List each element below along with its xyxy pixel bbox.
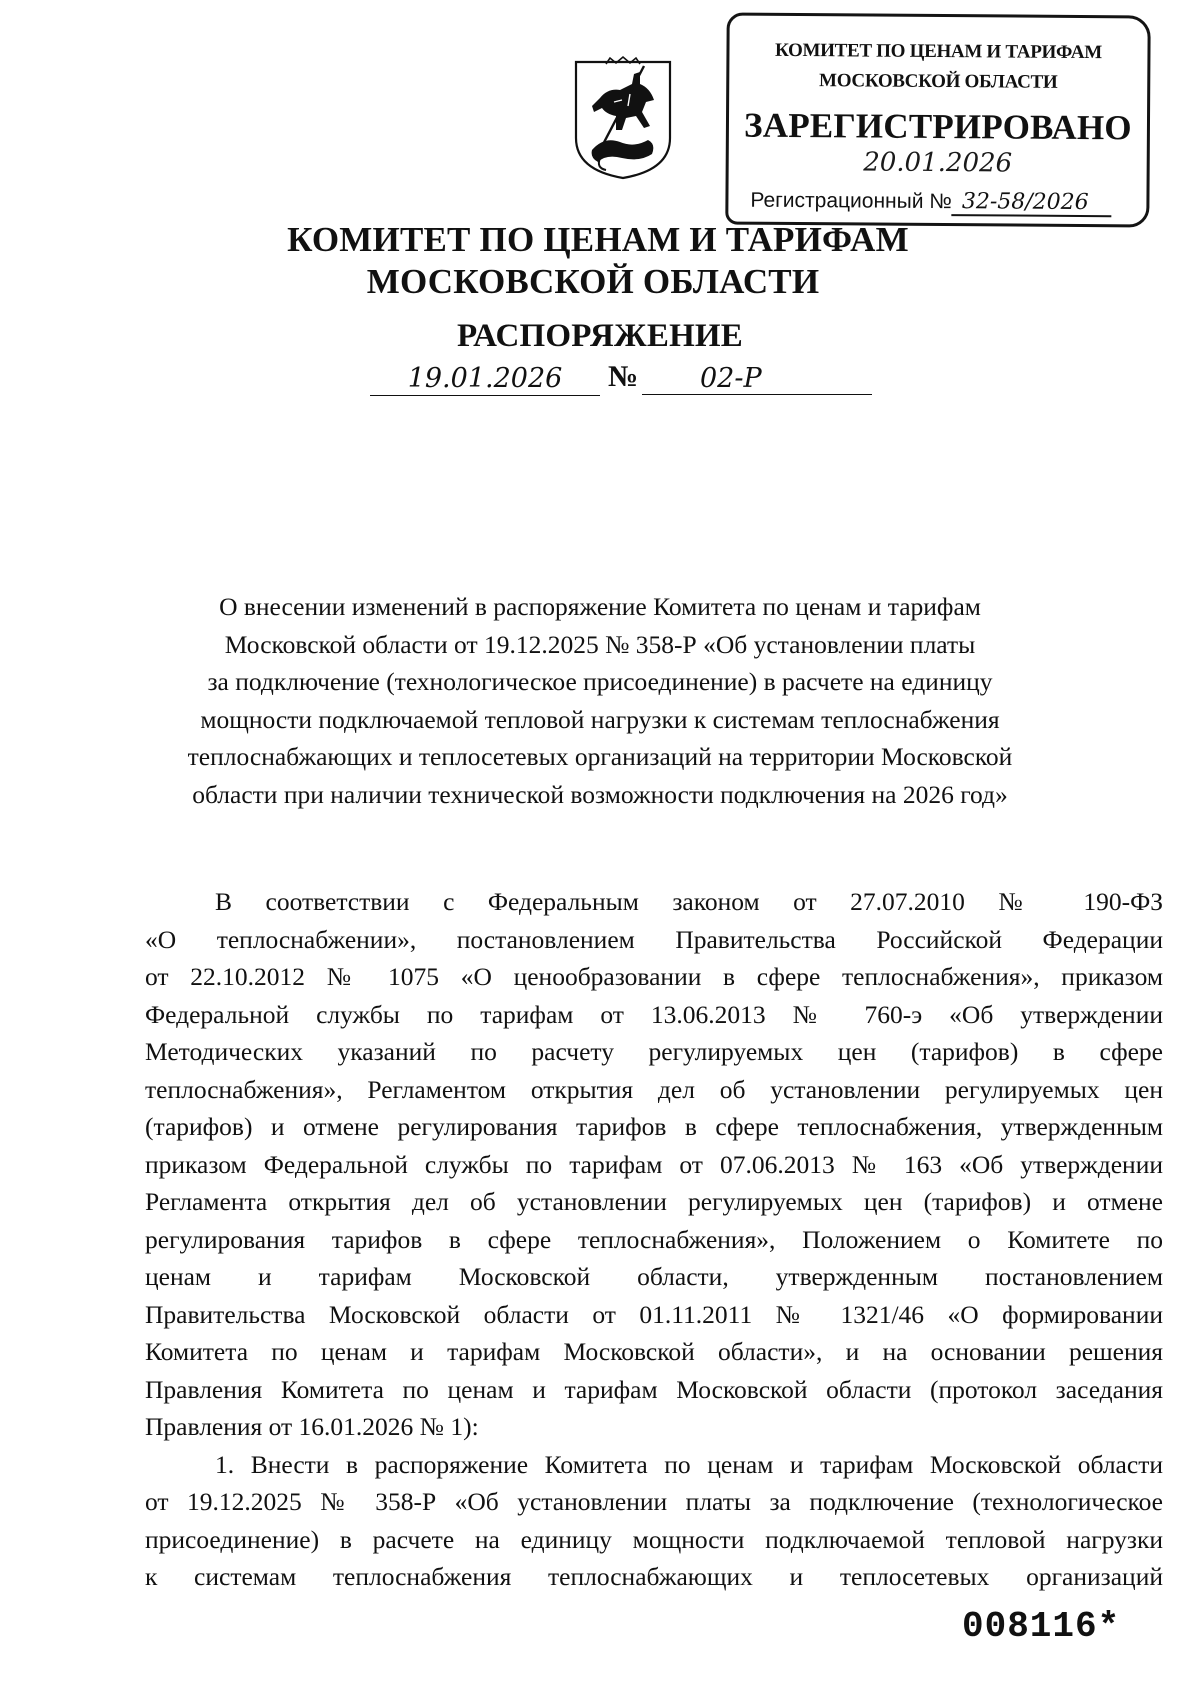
serial-number: 008116*: [962, 1606, 1121, 1647]
body-line: регулирования тарифов в сфере теплоснабжения», Положением о Комитете по: [145, 1224, 1163, 1254]
subject-line: мощности подключаемой тепловой нагрузки к системам теплоснабжения: [200, 704, 1000, 734]
subject-line: теплоснабжающих и теплосетевых организаций на территории Московской: [187, 742, 1013, 771]
body-line: от 22.10.2012 № 1075 «О ценообразовании в сфере теплоснабжения», приказом: [145, 962, 1163, 991]
stamp-org-line1: КОМИТЕТ ПО ЦЕНАМ И ТАРИФАМ: [774, 39, 1102, 64]
registration-stamp: [725, 13, 1150, 228]
body-line: (тарифов) и отмене регулирования тарифов в сфере теплоснабжения, утвержденным: [145, 1112, 1163, 1141]
body-line: ценам и тарифам Московской области, утвержденным постановлением: [145, 1262, 1163, 1291]
stamp-status: ЗАРЕГИСТРИРОВАНО: [743, 105, 1132, 148]
stamp-reg-label: Регистрационный №: [750, 188, 952, 214]
stamp-reg-number: 32-58/2026: [952, 189, 1112, 217]
document-title-line1: КОМИТЕТ ПО ЦЕНАМ И ТАРИФАМ: [287, 220, 909, 259]
body-line: Правления Комитета по ценам и тарифам Московской области (протокол заседания: [145, 1374, 1163, 1404]
stamp-date: 20.01.2026: [863, 147, 1013, 179]
body-line: Методических указаний по расчету регулируемых цен (тарифов) в сфере: [145, 1037, 1163, 1066]
body-line: Регламента открытия дел об установлении регулируемых цен (тарифов) и отмене: [145, 1187, 1163, 1216]
body-line: теплоснабжения», Регламентом открытия дел об установлении регулируемых цен: [145, 1074, 1163, 1104]
body-line: Правительства Московской области от 01.11.2011 № 1321/46 «О формировании: [145, 1299, 1163, 1329]
body-line: Правления от 16.01.2026 № 1):: [145, 1412, 479, 1441]
subject-line: за подключение (технологическое присоединение) в расчете на единицу: [207, 667, 993, 696]
stamp-org-line2: МОСКОВСКОЙ ОБЛАСТИ: [819, 70, 1058, 93]
body-line: Федеральной службы по тарифам от 13.06.2013 № 760-э «Об утверждении: [145, 999, 1163, 1029]
subject-line: О внесении изменений в распоряжение Комитета по ценам и тарифам: [219, 592, 981, 621]
number-sign: №: [608, 360, 639, 393]
body-line: «О теплоснабжении», постановлением Правительства Российской Федерации: [145, 924, 1163, 954]
document-date: 19.01.2026: [370, 363, 600, 396]
body-line: от 19.12.2025 № 358-Р «Об установлении платы за подключение (технологическое: [145, 1487, 1163, 1516]
coat-of-arms-emblem: [570, 54, 676, 182]
body-line: к системам теплоснабжения теплоснабжающих и теплосетевых организаций: [145, 1562, 1163, 1591]
document-number: 02-Р: [642, 363, 872, 395]
stamp-registration: [750, 188, 1112, 218]
document-title-line2: МОСКОВСКОЙ ОБЛАСТИ: [366, 262, 820, 301]
body-line: В соответствии с Федеральным законом от 27.07.2010 № 190-ФЗ: [215, 887, 1163, 916]
document-type: РАСПОРЯЖЕНИЕ: [456, 318, 744, 354]
subject-line: области при наличии технической возможности подключения на 2026 год»: [192, 779, 1008, 809]
document-subject: [150, 588, 1050, 813]
body-line: Комитета по ценам и тарифам Московской области», и на основании решения: [145, 1337, 1163, 1366]
subject-line: Московской области от 19.12.2025 № 358-Р «Об установлении платы: [224, 629, 976, 659]
body-line: присоединение) в расчете на единицу мощности подключаемой тепловой нагрузки: [145, 1524, 1163, 1554]
body-line: приказом Федеральной службы по тарифам от 07.06.2013 № 163 «Об утверждении: [145, 1149, 1163, 1179]
document-body: [145, 883, 1163, 1596]
body-line: 1. Внести в распоряжение Комитета по ценам и тарифам Московской области: [215, 1449, 1163, 1479]
